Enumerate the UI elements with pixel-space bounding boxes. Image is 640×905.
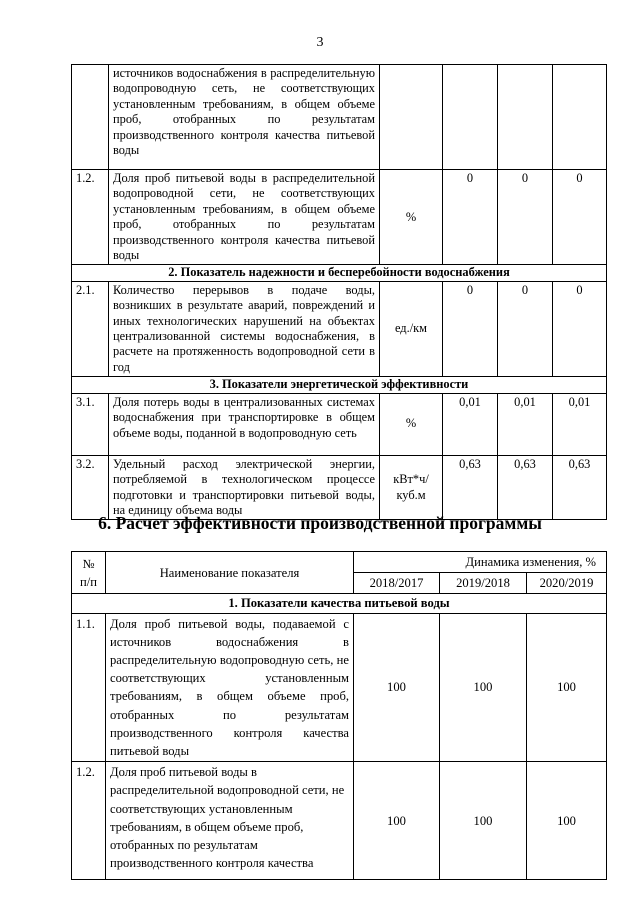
indicator-name-cell: источников водоснабжения в распределительную водопроводную сеть, не соответствующих установленным требованиям, в общем объеме проб, отобранных по результатам производственного контроля качества питьевой воды bbox=[109, 65, 380, 170]
value-cell: 100 bbox=[527, 613, 607, 762]
value-cell: 100 bbox=[440, 613, 527, 762]
col-header-number: № п/п bbox=[72, 552, 106, 594]
page-number: 3 bbox=[316, 35, 324, 50]
value-cell: 0 bbox=[443, 170, 498, 265]
row-number-cell bbox=[72, 65, 109, 170]
value-cell bbox=[443, 65, 498, 170]
col-header-dynamics: Динамика изменения, % bbox=[354, 552, 607, 573]
row-number-cell: 1.1. bbox=[72, 613, 106, 762]
value-cell: 0 bbox=[498, 281, 553, 376]
table-row bbox=[72, 613, 607, 762]
indicator-name-cell: Количество перерывов в подаче воды, возникших в результате аварий, повреждений и иных технологических нарушений на объектах централизованной системы водоснабжения, в расчете на протяженность водопроводной сети в год bbox=[109, 281, 380, 376]
row-number-cell: 1.2. bbox=[72, 170, 109, 265]
col-header-year: 2019/2018 bbox=[440, 573, 527, 594]
col-header-name: Наименование показателя bbox=[106, 552, 354, 594]
value-cell: 100 bbox=[440, 762, 527, 880]
value-cell: 100 bbox=[354, 762, 440, 880]
row-number-cell: 3.2. bbox=[72, 455, 109, 520]
value-cell: 100 bbox=[527, 762, 607, 880]
value-cell: 0,63 bbox=[553, 455, 607, 520]
table-row bbox=[72, 393, 607, 455]
table-row bbox=[72, 455, 607, 520]
unit-cell: кВт*ч/ куб.м bbox=[380, 455, 443, 520]
value-cell: 0 bbox=[443, 281, 498, 376]
value-cell: 0,63 bbox=[443, 455, 498, 520]
section-title: 1. Показатели качества питьевой воды bbox=[72, 594, 607, 613]
unit-cell bbox=[380, 65, 443, 170]
value-cell bbox=[553, 65, 607, 170]
unit-cell: % bbox=[380, 393, 443, 455]
section-row bbox=[72, 265, 607, 281]
indicator-name-cell: Доля потерь воды в централизованных системах водоснабжения при транспортировке в общем объеме воды, поданной в водопроводную сеть bbox=[109, 393, 380, 455]
row-number-cell: 1.2. bbox=[72, 762, 106, 880]
value-cell: 100 bbox=[354, 613, 440, 762]
row-number-cell: 3.1. bbox=[72, 393, 109, 455]
table-row bbox=[72, 762, 607, 880]
value-cell: 0 bbox=[498, 170, 553, 265]
value-cell: 0 bbox=[553, 170, 607, 265]
indicator-name-cell: Доля проб питьевой воды, подаваемой с источников водоснабжения в распределительную водопроводную сеть, не соответствующих установленным требованиям, в общем объеме проб, отобранных по результатам производственного контроля качества питьевой воды bbox=[106, 613, 354, 762]
indicator-name-cell: Доля проб питьевой воды в распределительной водопроводной сети, не соответствующих установленным требованиям, в общем объеме проб, отобранных по результатам производственного контроля качества bbox=[106, 762, 354, 880]
value-cell: 0 bbox=[553, 281, 607, 376]
section-row bbox=[72, 377, 607, 393]
table-row bbox=[72, 281, 607, 376]
efficiency-table bbox=[71, 551, 607, 880]
indicator-name-cell: Удельный расход электрической энергии, потребляемой в технологическом процессе подготовки и транспортировки питьевой воды, на единицу объема воды bbox=[109, 455, 380, 520]
table-row bbox=[72, 65, 607, 170]
section-row bbox=[72, 594, 607, 613]
value-cell: 0,01 bbox=[498, 393, 553, 455]
header-row bbox=[72, 552, 607, 573]
section-heading: 6. Расчет эффективности производственной программы bbox=[98, 513, 542, 533]
table-row bbox=[72, 170, 607, 265]
value-cell: 0,01 bbox=[443, 393, 498, 455]
unit-cell: % bbox=[380, 170, 443, 265]
section-title: 3. Показатели энергетической эффективности bbox=[72, 377, 607, 393]
value-cell: 0,01 bbox=[553, 393, 607, 455]
value-cell bbox=[498, 65, 553, 170]
col-header-year: 2020/2019 bbox=[527, 573, 607, 594]
indicator-name-cell: Доля проб питьевой воды в распределительной водопроводной сети, не соответствующих установленным требованиям, в общем объеме проб, отобранных по результатам производственного контроля качества питьевой воды bbox=[109, 170, 380, 265]
col-header-year: 2018/2017 bbox=[354, 573, 440, 594]
value-cell: 0,63 bbox=[498, 455, 553, 520]
unit-cell: ед./км bbox=[380, 281, 443, 376]
indicators-table bbox=[71, 64, 607, 520]
row-number-cell: 2.1. bbox=[72, 281, 109, 376]
section-title: 2. Показатель надежности и бесперебойности водоснабжения bbox=[72, 265, 607, 281]
